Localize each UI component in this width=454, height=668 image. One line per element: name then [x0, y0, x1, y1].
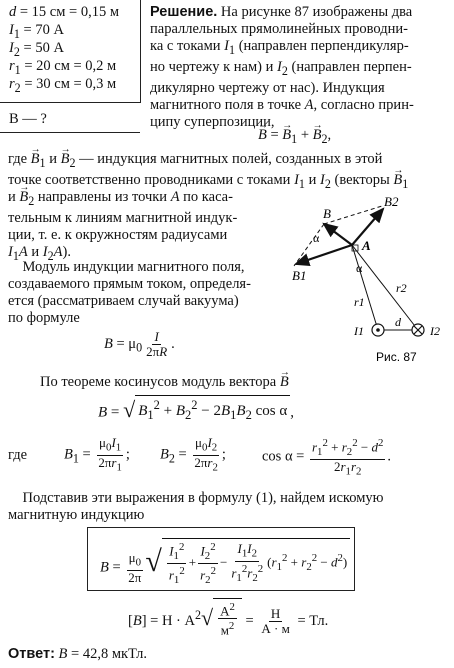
label-A: A: [362, 238, 371, 253]
vector-B: [324, 224, 352, 245]
label-alpha-2: α: [356, 261, 363, 275]
given-r1: $r_1 = 20$ см = 0,2 м: [9, 58, 117, 77]
label-B2: B2: [384, 194, 399, 209]
given-d: d = 15 см = 0,15 м: [9, 4, 120, 20]
answer-line: Ответ: B = 42,8 мкТл.: [8, 646, 148, 662]
solution-paragraph-3: Модуль индукции магнитного поля, создаваемого прямым током, определя- ется (рассматриваем случай вакуума) по формуле: [8, 259, 251, 326]
label-r1: r1: [354, 295, 365, 309]
solution-paragraph-1: Решение. На рисунке 87 изображены два параллельных прямолинейных проводни- ка с токами $I_1$ (направлен перпендикуляр- но чертежу к нам) и $I_2$ (направлен перпен- дикулярно чертежу от нас). Индукция магнитного поля в точке A, согласно прин- ципу суперпозиции,: [150, 4, 414, 130]
superposition-formula: → B = → $B_1$ + → $B_2$,: [258, 127, 331, 148]
radius-r2: [352, 245, 418, 330]
final-formula: B = $\frac{\mu_0}{2\pi}$ √ $\frac{I_1^2}{r_1^2}$ + $\frac{I_2^2}{r_2^2}$ − $\frac{I_1I_2}{r_1^2r_2^2}$ $(r_1^2 + r_2^2 - d^2)$: [100, 538, 350, 587]
where-label: где: [8, 447, 28, 463]
formula-B2: $B_2$ = $\frac{\mu_0I_2}{2\pi r_2}$ ;: [160, 435, 226, 474]
label-I2: I2: [430, 324, 440, 338]
solution-paragraph-5: Подставив эти выражения в формулу (1), найдем искомую магнитную индукцию: [8, 490, 384, 523]
label-r2: r2: [396, 281, 407, 295]
conductor-I1-dot: [376, 328, 380, 332]
figure-87: [284, 188, 450, 374]
given-find: B — ?: [9, 111, 47, 127]
label-d: d: [395, 315, 401, 329]
solution-paragraph-2b: $и \to B_2$ направлены из точки A по каса- тельным к линиям магнитной индук- ции, т. е. к окружностям радиусами $I_1A$ и $I_2A$).: [8, 189, 288, 265]
vector-B1: [296, 245, 352, 264]
formula-B1: $B_1$ = $\frac{\mu_0I_1}{2\pi r_1}$ ;: [64, 435, 130, 474]
formula-cos-alpha: cos α = $\frac{r_1^2 + r_2^2 - d^2}{2r_1r_2}$ .: [262, 437, 392, 478]
given-find-line: [0, 132, 140, 133]
solution-heading: Решение.: [150, 4, 218, 20]
radius-r1: [352, 245, 378, 330]
solution-paragraph-2a: где → $B_1$ $и \to B_2$ — индукция магнитных полей, созданных в этой точке соответственно проводниками с токами $I_1$ и $I_2$ (векторы → $B_1$: [8, 151, 448, 193]
label-B1: B1: [292, 268, 307, 283]
label-I1: I1: [354, 324, 364, 338]
solution-paragraph-4: По теореме косинусов модуль вектора → B: [40, 374, 289, 391]
given-I2: $I_2 = 50$ А: [9, 40, 64, 59]
answer-label: Ответ:: [8, 646, 55, 662]
formula-B-line: $B = \mu_0$ $\frac{I}{2\pi R}$ .: [104, 329, 175, 359]
figure-caption: Рис. 87: [376, 350, 417, 364]
given-r2: $r_2 = 30$ см = 0,3 м: [9, 76, 117, 95]
formula-cosine-theorem: B = √ $B_1^2 + B_2^2 - 2B_1B_2$ cos α ,: [98, 396, 294, 422]
given-I1: $I_1 = 70$ А: [9, 22, 64, 41]
units-line: $[B] = Н \cdot А^2$ √ $\frac{А^2}{м^2}$ = $\frac{Н}{А \cdot м}$ = Тл.: [128, 598, 328, 638]
label-B: B: [323, 206, 331, 221]
label-alpha-1: α: [313, 231, 320, 245]
